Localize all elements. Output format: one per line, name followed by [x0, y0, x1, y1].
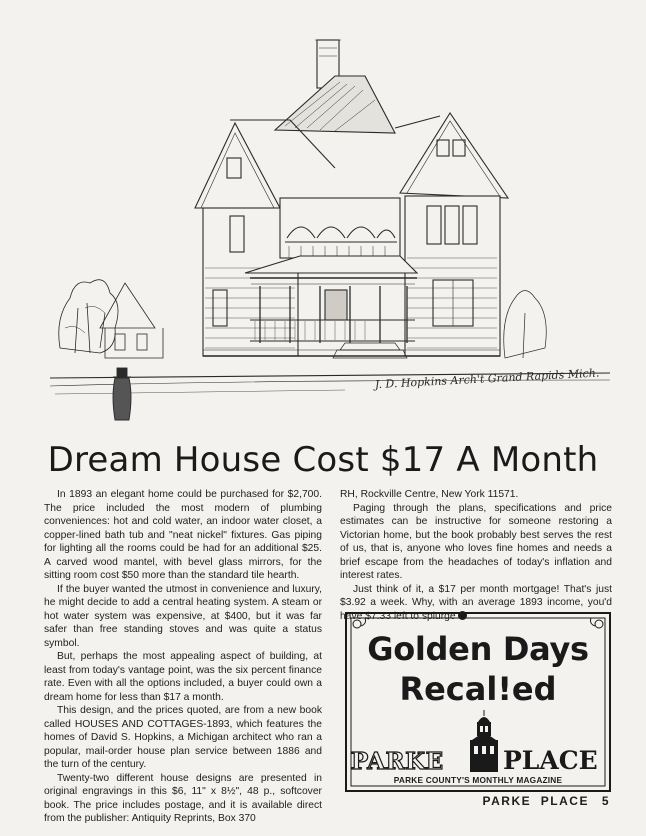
- article-headline: Dream House Cost $17 A Month: [47, 440, 599, 480]
- article-paragraph: In 1893 an elegant home could be purchased for $2,700. The price included the most modern of plumbing conveniences: hot and cold water, an indoor water closet, a copper-lined bath tub and "neat nickel" fixtures. Gas piping for lighting all the rooms could be had for an additional $25. A carved wood mantel, with bevel glass mirrors, for the sitting room cost $50 more than the standard tile hearth.: [44, 489, 322, 581]
- footer-publication: PARKE PLACE: [482, 794, 589, 808]
- ad-subtitle: PARKE COUNTY'S MONTHLY MAGAZINE: [393, 775, 563, 785]
- main-house: [195, 40, 508, 358]
- footer-page-number: 5: [601, 794, 610, 808]
- courthouse-tower-icon: [466, 710, 502, 772]
- neighbor-house: [100, 283, 163, 358]
- article-paragraph: But, perhaps the most appealing aspect of building, at least from today's vantage point, was the six percent finance rate. Even with all the options included, a buyer could own a dream home for less than $17 a month.: [44, 651, 322, 703]
- article-right-column: [340, 488, 612, 623]
- article-paragraph: RH, Rockville Centre, New York 11571.: [340, 489, 519, 500]
- golden-days-ad: [345, 612, 611, 792]
- article-paragraph: Paging through the plans, specifications and price estimates can be instructive for someone restoring a Victorian home, but the book probably best serves the rest of us, that is, anyone who loves fine homes and needs a brief escape from the headaches of today's inflation and interest rates.: [340, 502, 612, 581]
- ad-line-recalled: Recal!ed: [399, 670, 557, 708]
- article-paragraph-text: Just think of it, a $17 per month mortgage! That's just $3.92 a week. Why, with an average 1893 income, you'd have $7.33 left to splurge: [340, 583, 612, 622]
- article-left-column: [44, 488, 322, 826]
- article-paragraph: If the buyer wanted the utmost in convenience and luxury, he might decide to add a central heating system. A steam or hot water system was expensive, at $400, but it was far safer than free standing stoves and was quite a status symbol.: [44, 583, 322, 649]
- article-paragraph: This design, and the prices quoted, are from a new book called HOUSES AND COTTAGES-1893, which features the homes of David S. Hopkins, a Michigan architect who ran a popular, mail-order house plan service between 1886 and the turn of the century.: [44, 705, 322, 770]
- house-engraving-illustration: [45, 28, 615, 426]
- page-footer: [483, 794, 610, 808]
- engraver-signature: J. D. Hopkins Arch't Grand Rapids Mich.: [374, 366, 600, 392]
- parke-place-logo: [351, 710, 607, 775]
- ad-line-golden-days: Golden Days: [367, 630, 589, 668]
- article-paragraph: Twenty-two different house designs are presented in original engravings in this $6, 11" x 8½", 48 p., softcover book. The price includes postage, and it is available direct from the publisher: Antiquity Reprints, Box 370: [44, 772, 322, 824]
- logo-word-place: PLACE: [503, 746, 598, 775]
- left-trees: [59, 280, 118, 353]
- logo-word-parke: PARKE: [351, 748, 444, 775]
